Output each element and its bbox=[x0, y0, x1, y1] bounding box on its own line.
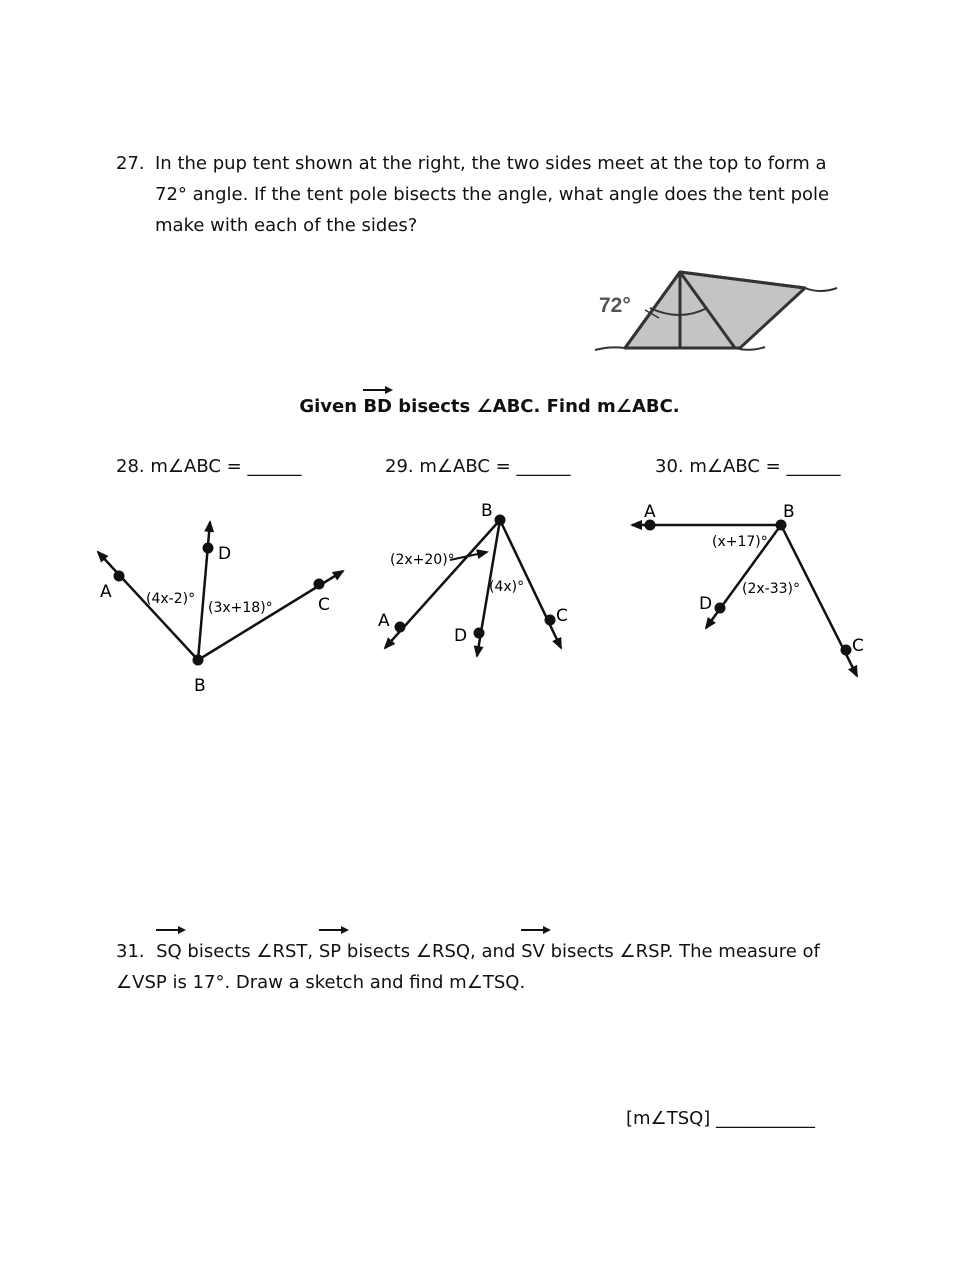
diagram-30 bbox=[625, 498, 870, 688]
guy-rope-left bbox=[595, 347, 625, 350]
ray-sq-label: SQ bbox=[156, 941, 182, 962]
angle-label-abd: (x+17)° bbox=[712, 534, 768, 550]
ray-arrow-icon bbox=[521, 925, 551, 935]
label-a: A bbox=[378, 611, 390, 631]
heading-rest: bisects ∠ABC. Find m∠ABC. bbox=[398, 396, 680, 417]
diagram-28 bbox=[90, 510, 360, 700]
ray-sq bbox=[156, 936, 182, 967]
point-d bbox=[715, 603, 726, 614]
problem-28-prompt: 28. m∠ABC = ______ bbox=[116, 456, 302, 477]
tent-angle-label: 72° bbox=[599, 294, 631, 317]
ray-arrow-icon bbox=[319, 925, 349, 935]
label-b: B bbox=[783, 502, 795, 522]
answer-line-tsq[interactable]: [m∠TSQ] ___________ bbox=[626, 1108, 816, 1129]
problem-29-prompt: 29. m∠ABC = ______ bbox=[385, 456, 571, 477]
point-a bbox=[114, 571, 125, 582]
ray-sv bbox=[521, 936, 545, 967]
ray-sv-label: SV bbox=[521, 941, 545, 962]
label-b: B bbox=[481, 501, 493, 521]
question-number: 27. bbox=[116, 153, 145, 174]
point-b bbox=[495, 515, 506, 526]
ray-bd bbox=[363, 396, 392, 417]
label-d: D bbox=[454, 626, 468, 646]
pup-tent-figure bbox=[585, 240, 855, 365]
ray-arrow-icon bbox=[156, 925, 186, 935]
point-c bbox=[545, 615, 556, 626]
question-number: 31. bbox=[116, 941, 145, 962]
q31-text-1: bisects ∠RST, bbox=[187, 941, 314, 962]
point-c bbox=[841, 645, 852, 656]
label-b: B bbox=[194, 676, 206, 696]
label-a: A bbox=[100, 582, 112, 602]
question-text: In the pup tent shown at the right, the two sides meet at the top to form a 72° angle. If the tent pole bisects the angle, what angle does the tent pole make with each of the sides? bbox=[155, 153, 830, 236]
point-c bbox=[314, 579, 325, 590]
q31-text-3: bisects ∠RSP. The measure of ∠VSP is 17°. Draw a sketch and find m∠TSQ. bbox=[116, 941, 820, 993]
section-heading bbox=[0, 396, 979, 417]
point-a bbox=[395, 622, 406, 633]
label-c: C bbox=[556, 606, 568, 626]
label-a: A bbox=[644, 502, 656, 522]
angle-label-abd: (2x+20)° bbox=[390, 552, 455, 568]
ray-arrow-icon bbox=[363, 385, 393, 395]
heading-ray: BD bbox=[363, 396, 392, 417]
ray-sp bbox=[319, 936, 341, 967]
label-d: D bbox=[699, 594, 713, 614]
point-d bbox=[203, 543, 214, 554]
diagram-29 bbox=[370, 498, 585, 668]
q31-text-2: bisects ∠RSQ, and bbox=[346, 941, 516, 962]
angle-label-abd: (4x-2)° bbox=[146, 591, 196, 607]
label-c: C bbox=[318, 595, 330, 615]
guy-rope-back bbox=[805, 288, 837, 291]
angle-label-dbc: (2x-33)° bbox=[742, 581, 800, 597]
point-b bbox=[193, 655, 204, 666]
label-d: D bbox=[218, 544, 232, 564]
point-d bbox=[474, 628, 485, 639]
angle-label-dbc: (3x+18)° bbox=[208, 600, 273, 616]
ray-sp-label: SP bbox=[318, 941, 342, 962]
problem-30-prompt: 30. m∠ABC = ______ bbox=[655, 456, 841, 477]
label-c: C bbox=[852, 636, 864, 656]
question-31 bbox=[116, 936, 876, 998]
angle-label-dbc: (4x)° bbox=[489, 579, 525, 595]
heading-given: Given bbox=[299, 396, 358, 417]
